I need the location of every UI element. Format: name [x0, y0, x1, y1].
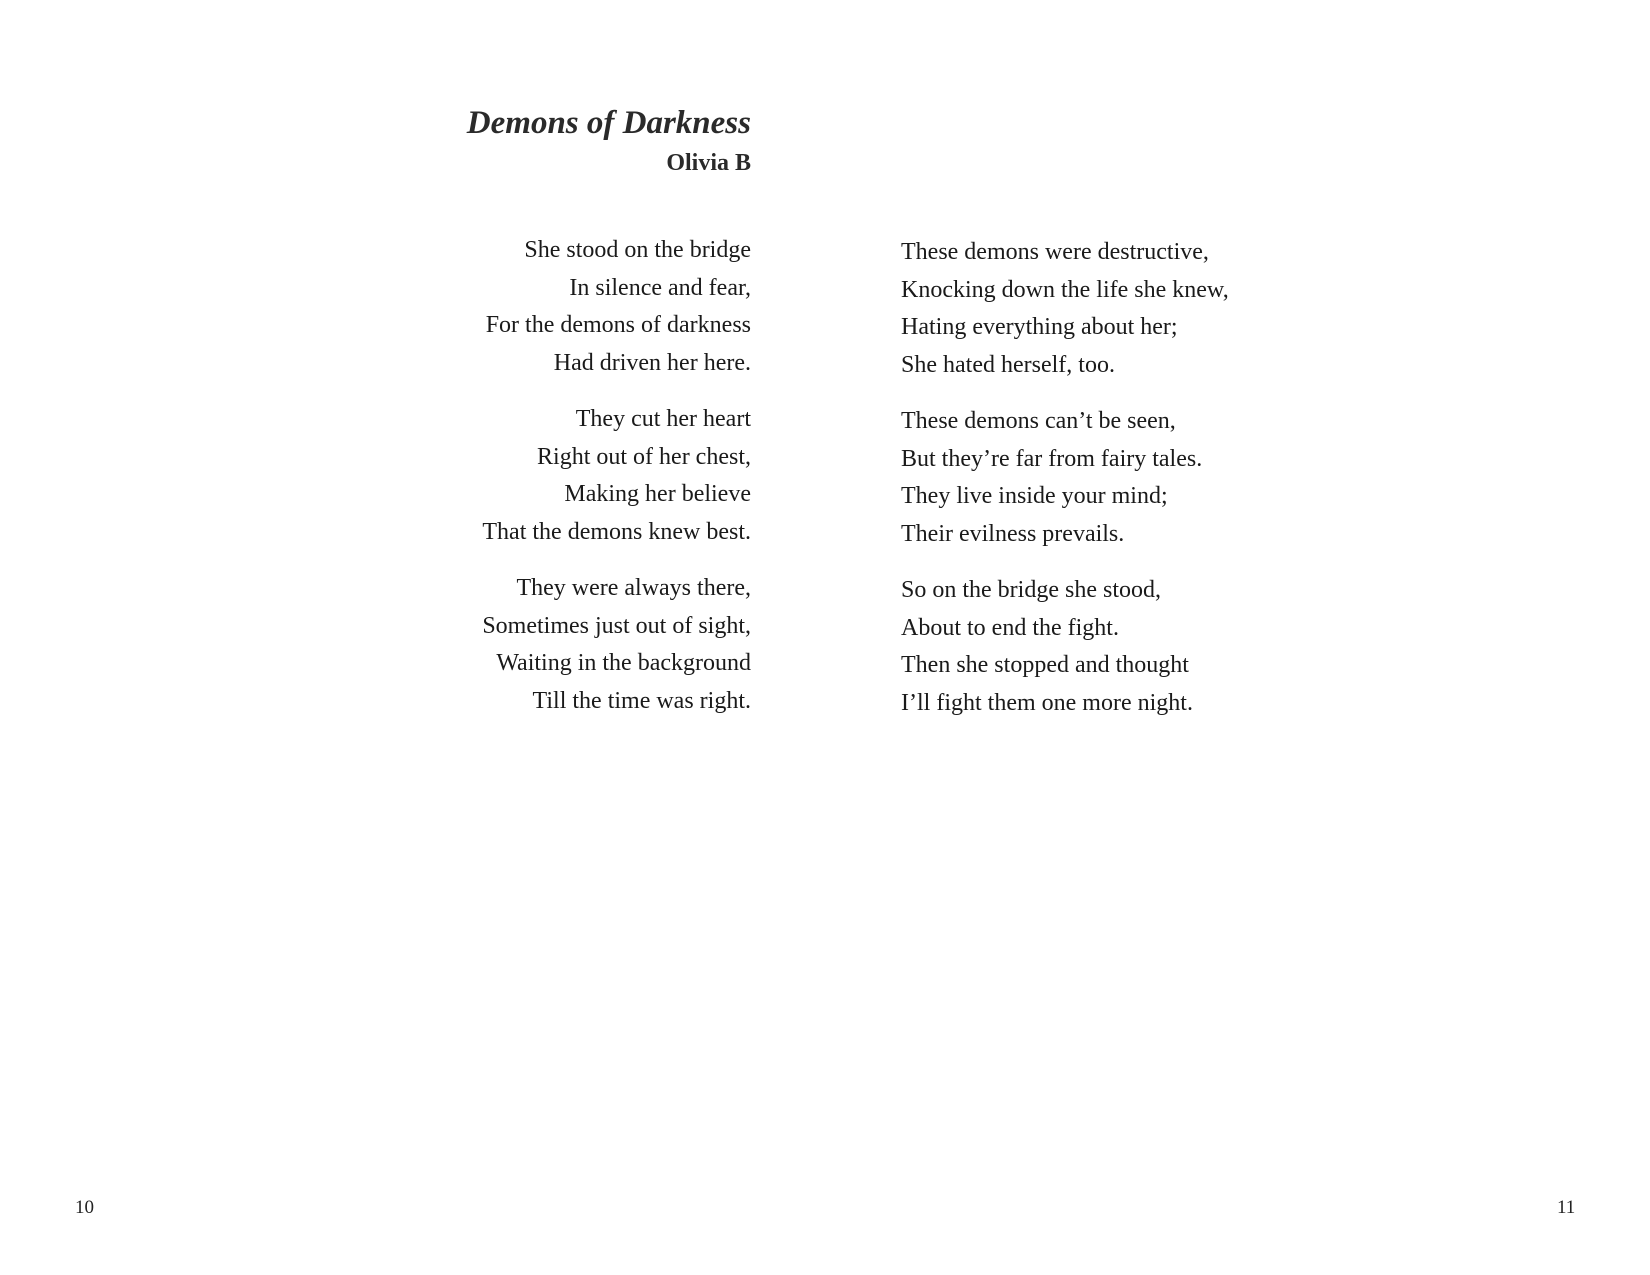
stanza: [901, 572, 1321, 722]
poem-line: Their evilness prevails.: [901, 520, 1125, 547]
poem-title: Demons of Darkness: [466, 105, 751, 141]
poem-line: They live inside your mind;: [901, 483, 1168, 509]
poem-line: So on the bridge she stood,: [901, 577, 1161, 603]
stanza: [391, 401, 751, 551]
poem-line: She hated herself, too.: [901, 351, 1115, 378]
stanza: [391, 570, 751, 720]
poem-line: For the demons of darkness: [485, 312, 751, 338]
stanza: [391, 232, 751, 382]
poem-line: Waiting in the background: [496, 650, 751, 676]
poem-left-column: [391, 100, 751, 739]
poem-line: Then she stopped and thought: [901, 652, 1189, 678]
page-number-right: 11: [1557, 1197, 1576, 1218]
stanza: [901, 234, 1321, 384]
poem-line: Hating everything about her;: [901, 314, 1178, 340]
poem-line: Right out of her chest,: [537, 443, 751, 470]
stanza: [901, 403, 1321, 553]
poem-line: She stood on the bridge: [524, 237, 751, 263]
poem-line: They cut her heart: [575, 406, 751, 432]
poem-author: Olivia B: [666, 150, 751, 176]
poem-line: Sometimes just out of sight,: [482, 612, 751, 639]
poem-line: These demons can’t be seen,: [901, 408, 1176, 434]
poem-line: But they’re far from fairy tales.: [901, 445, 1203, 472]
poem-line: They were always there,: [516, 575, 751, 601]
poem-line: These demons were destructive,: [901, 239, 1209, 265]
poem-line: Knocking down the life she knew,: [901, 276, 1229, 303]
poem-line: I’ll fight them one more night.: [901, 689, 1193, 716]
poem-line: Had driven her here.: [553, 349, 751, 376]
poem-line: About to end the fight.: [901, 614, 1119, 641]
poem-line: In silence and fear,: [569, 274, 751, 301]
page-number-left: 10: [75, 1197, 94, 1218]
poem-right-column: [901, 234, 1321, 741]
poem-line: Till the time was right.: [532, 687, 751, 714]
poem-line: Making her believe: [564, 481, 751, 507]
poem-line: That the demons knew best.: [482, 518, 751, 545]
